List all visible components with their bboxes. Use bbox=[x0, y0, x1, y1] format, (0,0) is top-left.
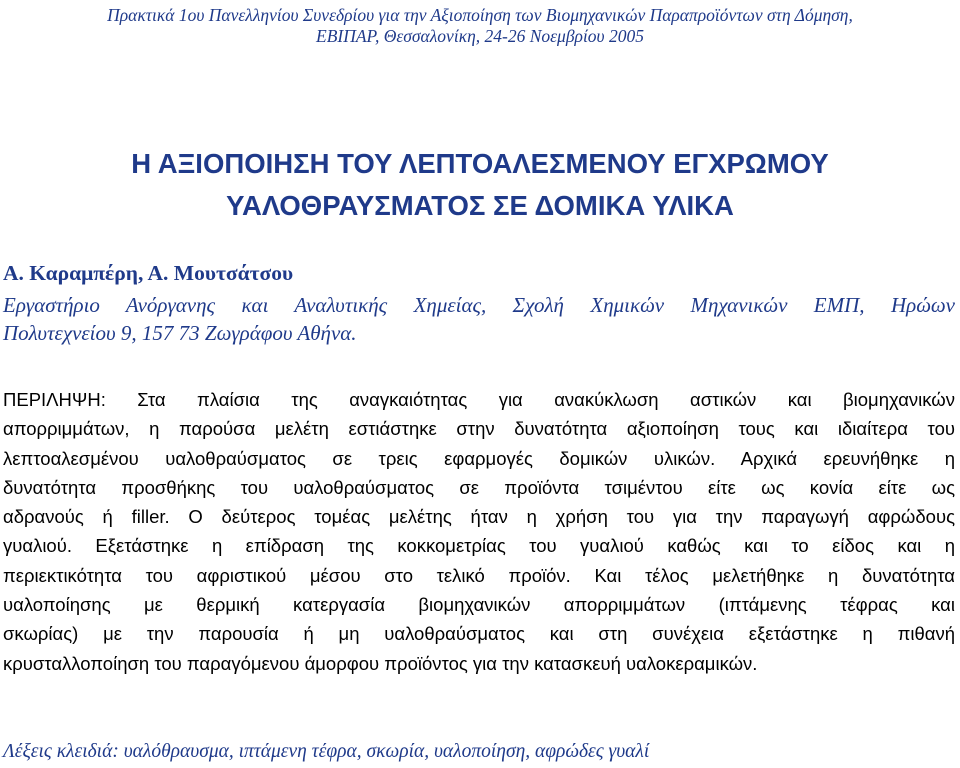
abstract-line: περιεκτικότητα του αφριστικού μέσου στο τελικό προϊόν. Και τέλος μελετήθηκε η δυνατότητα bbox=[3, 564, 955, 586]
affiliation-line-1: Εργαστήριο Ανόργανης και Αναλυτικής Χημείας, Σχολή Χημικών Μηχανικών ΕΜΠ, Ηρώων bbox=[3, 293, 955, 317]
paper-authors: Α. Καραμπέρη, Α. Μουτσάτσου bbox=[3, 261, 294, 285]
abstract-line: γυαλιού. Εξετάστηκε η επίδραση της κοκκομετρίας του γυαλιού καθώς και το είδος και η bbox=[3, 535, 955, 557]
abstract-line: απορριμμάτων, η παρούσα μελέτη εστιάστηκε στην δυνατότητα αξιοποίηση τους και ιδιαίτερα του bbox=[3, 418, 955, 440]
abstract-line: σκωρίας) με την παρουσία ή μη υαλοθραύσματος και στη συνέχεια εξετάστηκε η πιθανή bbox=[3, 623, 955, 645]
proceedings-header-line-2: ΕΒΙΠΑΡ, Θεσσαλονίκη, 24-26 Νοεμβρίου 2005 bbox=[316, 26, 644, 46]
keywords: Λέξεις κλειδιά: υαλόθραυσμα, ιπτάμενη τέφρα, σκωρία, υαλοποίηση, αφρώδες γυαλί bbox=[3, 741, 650, 762]
abstract-line: δυνατότητα προσθήκης του υαλοθραύσματος σε προϊόντα τσιμέντου είτε ως κονία είτε ως bbox=[3, 476, 955, 498]
proceedings-header bbox=[0, 5, 960, 47]
paper-title-line-2: ΥΑΛΟΘΡΑΥΣΜΑΤΟΣ ΣΕ ΔΟΜΙΚΑ ΥΛΙΚΑ bbox=[226, 190, 734, 221]
author-affiliation bbox=[3, 291, 955, 347]
abstract-line: λεπτοαλεσμένου υαλοθραύσματος σε τρεις εφαρμογές δομικών υλικών. Αρχικά ερευνήθηκε η bbox=[3, 447, 955, 469]
abstract-line: υαλοποίησης με θερμική κατεργασία βιομηχανικών απορριμμάτων (ιπτάμενης τέφρας και bbox=[3, 594, 955, 616]
abstract-line: ΠΕΡΙΛΗΨΗ: Στα πλαίσια της αναγκαιότητας για ανακύκλωση αστικών και βιομηχανικών bbox=[3, 389, 955, 410]
paper-title bbox=[0, 143, 960, 227]
affiliation-line-2: Πολυτεχνείου 9, 157 73 Ζωγράφου Αθήνα. bbox=[3, 321, 357, 345]
proceedings-header-line-1: Πρακτικά 1ου Πανελληνίου Συνεδρίου για την Αξιοποίηση των Βιομηχανικών Παραπροϊόντων στη Δόμηση, bbox=[107, 5, 853, 25]
abstract-line: αδρανούς ή filler. Ο δεύτερος τομέας μελέτης ήταν η χρήση του για την παραγωγή αφρώδους bbox=[3, 506, 955, 528]
abstract-line: κρυσταλλοποίηση του παραγόμενου άμορφου προϊόντος για την κατασκευή υαλοκεραμικών. bbox=[3, 652, 758, 674]
abstract bbox=[3, 385, 955, 678]
paper-title-line-1: Η ΑΞΙΟΠΟΙΗΣΗ ΤΟΥ ΛΕΠΤΟΑΛΕΣΜΕΝΟΥ ΕΓΧΡΩΜΟΥ bbox=[131, 148, 829, 179]
